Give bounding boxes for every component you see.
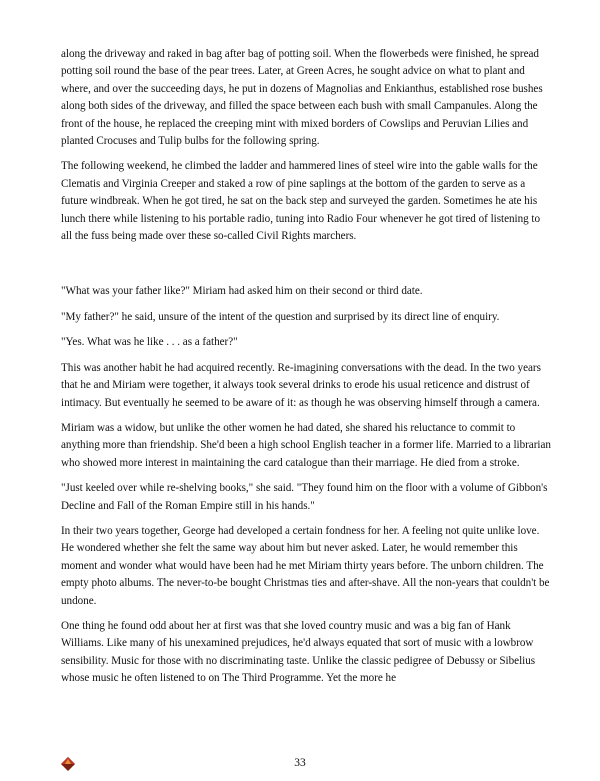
paragraph-dialogue-followup: "Yes. What was he like . . . as a father?" (61, 336, 238, 349)
paragraph-reimagining: This was another habit he had acquired recently. Re-imagining conversations with the dead. In the two years that he and Miriam were together, it always took several drinks to erode his usual reticence and distrust of intimacy. But eventually he seemed to be aware of it: as though he was observing himself through a camera. (61, 361, 541, 409)
page-body (61, 46, 551, 688)
page-number: 33 (294, 757, 306, 769)
paragraph-country-music: One thing he found odd about her at first was that she loved country music and was a big fan of Hank Williams. Like many of his unexamined prejudices, he'd always equated that sort of music with a lowbrow sensibility. Music for those with no discriminating taste. Unlike the classic pedigree of Debussy or Sibelius whose music he often listened to on The Third Programme. Yet the more he (61, 619, 536, 685)
paragraph-miriam-widow: Miriam was a widow, but unlike the other women he had dated, she shared his reluctance to commit to anything more than friendship. She'd been a high school English teacher in a former life. Married to a librarian who showed more interest in maintaining the card catalogue than their marriage. He died from a stroke. (61, 421, 551, 469)
paragraph-garden-weekend: The following weekend, he climbed the ladder and hammered lines of steel wire into the gable walls for the Clematis and Virginia Creeper and staked a row of pine saplings at the bottom of the garden to serve as a future windbreak. When he got tired, he sat on the back step and surveyed the garden. Sometimes he ate his lunch there while listening to his portable radio, tuning into Radio Four whenever he got tired of listening to all the fuss being made over these so-called Civil Rights marchers. (61, 160, 541, 243)
paragraph-dialogue-reply: "My father?" he said, unsure of the intent of the question and surprised by its direct line of enquiry. (61, 310, 500, 323)
paragraph-gibbon-quote: "Just keeled over while re-shelving books," she said. "They found him on the floor with a volume of Gibbon's Decline and Fall of the Roman Empire still in his hands." (61, 482, 548, 512)
paragraph-garden-planting: along the driveway and raked in bag after bag of potting soil. When the flowerbeds were finished, he spread potting soil round the base of the pear trees. Later, at Green Acres, he sought advice on what to plant and where, and over the succeeding days, he put in dozens of Magnolias and Enkianthus, established rose bushes along both sides of the driveway, and filled the space between each bush with small Campanules. Along the front of the house, he replaced the creeping mint with mixed borders of Cowslips and Peruvian Lilies and planted Crocuses and Tulip bulbs for the following spring. (61, 48, 543, 148)
paragraph-fondness: In their two years together, George had developed a certain fondness for her. A feeling not quite unlike love. He wondered whether she felt the same way about him but never asked. Later, he would remember this moment and wonder what would have been had he met Miriam thirty years before. The unborn children. The empty photo albums. The never-to-be bought Christmas ties and after-shave. All the non-years that couldn't be undone. (61, 524, 550, 607)
paragraph-dialogue-question: "What was your father like?" Miriam had asked him on their second or third date. (61, 285, 423, 298)
